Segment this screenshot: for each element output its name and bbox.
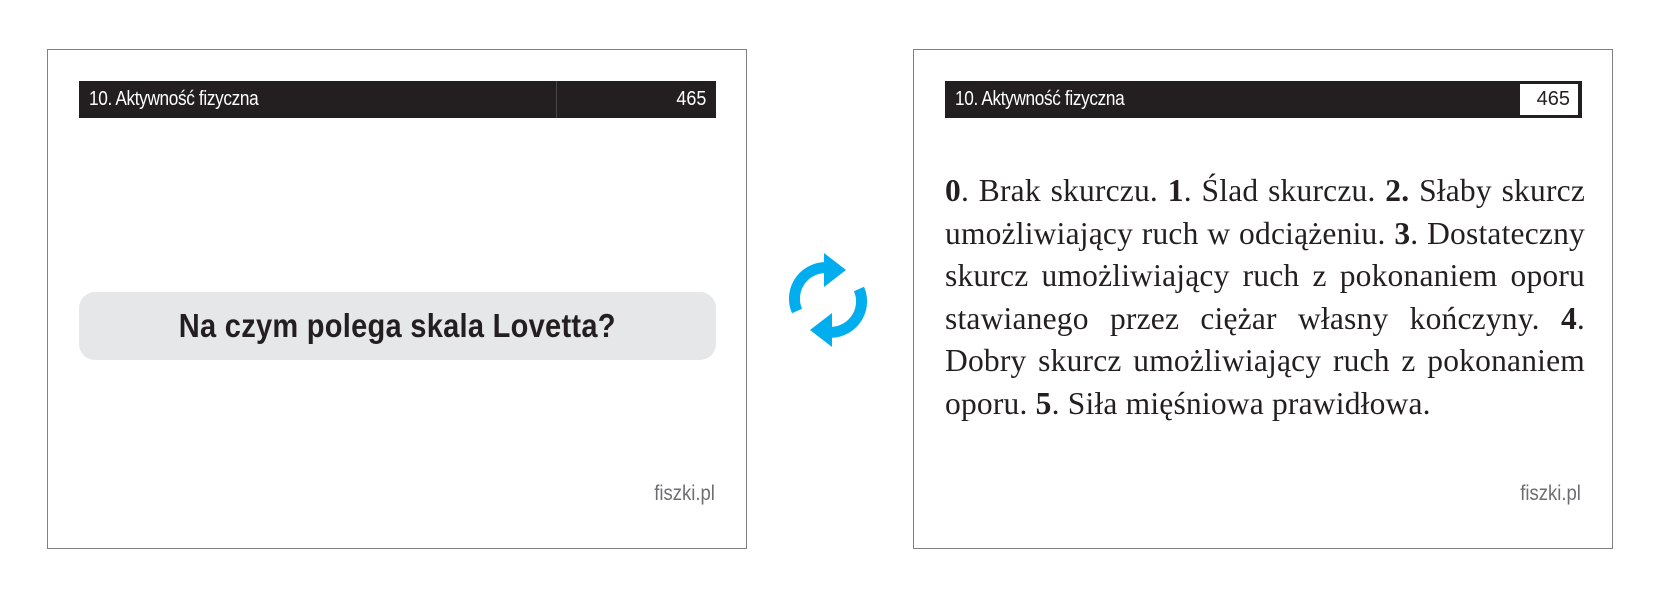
scale-level-description: . Dostateczny skurcz umożliwiający ruch z pokonaniem oporu stawianego przez ciężar własny kończyny. (945, 215, 1585, 336)
scale-level-number: 0 (945, 173, 961, 208)
card-header (79, 81, 716, 118)
card-header (945, 81, 1582, 118)
answer-text (945, 170, 1585, 425)
scale-level-description: . Siła mięśniowa prawidłowa. (1051, 385, 1431, 421)
scale-level-number: 4 (1560, 300, 1577, 336)
scale-level-description: . Dobry skurcz umożliwiający ruch z pokonaniem oporu. (945, 300, 1585, 421)
scale-level-description: Słaby skurcz umożliwiający ruch w odciążeniu. (945, 173, 1585, 251)
scale-level-description: . Ślad skurczu. (1183, 173, 1386, 208)
card-number: 465 (1536, 88, 1570, 110)
question-box (79, 292, 716, 360)
flip-arrow-bottom (810, 289, 862, 347)
refresh-arrows-icon[interactable] (784, 246, 872, 354)
card-footer-brand: fiszki.pl (654, 482, 715, 505)
card-category-title: 10. Aktywność fizyczna (89, 88, 259, 110)
scale-level-number: 3 (1394, 215, 1411, 251)
flashcard-front[interactable] (47, 49, 747, 549)
flip-arrow-top (794, 253, 846, 311)
card-category-title: 10. Aktywność fizyczna (955, 88, 1125, 110)
header-divider (556, 81, 557, 118)
scale-level-description: . Brak skurczu. (960, 173, 1168, 208)
scale-level-number: 5 (1035, 385, 1052, 421)
scale-level-number: 1 (1167, 173, 1184, 208)
question-text: Na czym polega skala Lovetta? (179, 307, 616, 344)
scale-level-number: 2. (1385, 173, 1410, 208)
card-footer-brand: fiszki.pl (1520, 482, 1581, 505)
flashcard-back[interactable] (913, 49, 1613, 549)
card-number-box (1520, 84, 1578, 115)
card-number: 465 (675, 88, 706, 110)
